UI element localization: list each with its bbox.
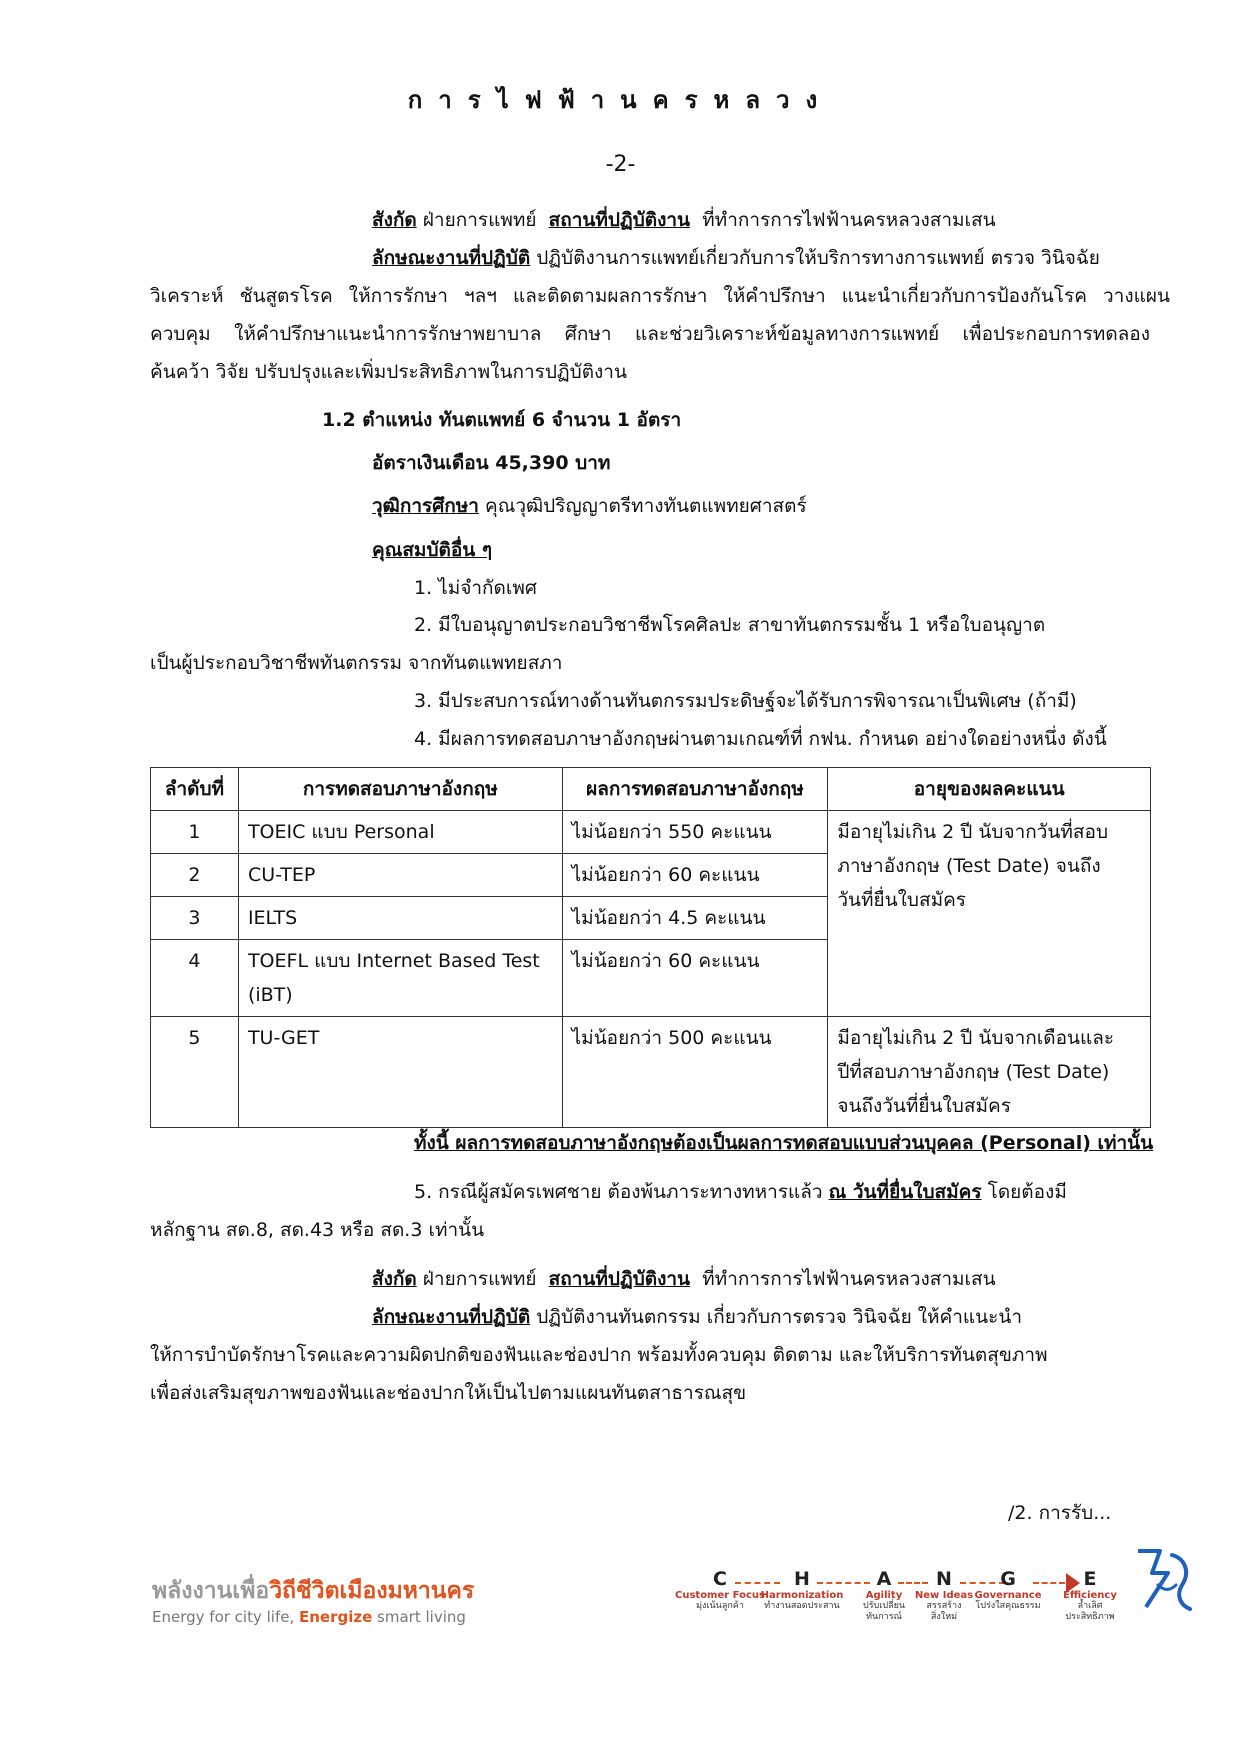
change-th: โปร่งใสคุณธรรม xyxy=(975,1601,1041,1611)
table-row xyxy=(151,811,1151,854)
test-score: ไม่น้อยกว่า 4.5 คะแนน xyxy=(562,897,828,940)
test-name: TU-GET xyxy=(238,1017,562,1128)
section1-duty-line xyxy=(372,243,1100,273)
table-header: ผลการทดสอบภาษาอังกฤษ xyxy=(562,768,828,811)
table-row xyxy=(151,1017,1151,1128)
change-letter: N xyxy=(936,1568,952,1590)
qualifications-label: คุณสมบัติอื่น ๆ xyxy=(372,539,493,561)
change-en: Harmonization xyxy=(760,1590,844,1601)
affiliation-label: สังกัด xyxy=(372,209,417,231)
tagline-text: smart living xyxy=(372,1608,466,1626)
change-en: Customer Focus xyxy=(675,1590,765,1601)
qualification-4: 4. มีผลการทดสอบภาษาอังกฤษผ่านตามเกณฑ์ที่ กฟน. กำหนด อย่างใดอย่างหนึ่ง ดังนี้ xyxy=(414,728,1107,750)
qualification-2-cont: เป็นผู้ประกอบวิชาชีพทันตกรรม จากทันตแพทยสภา xyxy=(150,652,563,674)
duty-label: ลักษณะงานที่ปฏิบัติ xyxy=(372,1306,531,1328)
place-label: สถานที่ปฏิบัติงาน xyxy=(548,1268,691,1290)
affiliation-label: สังกัด xyxy=(372,1268,417,1290)
section2-duty-text: ให้การบำบัดรักษาโรคและความผิดปกติของฟันและช่องปาก พร้อมทั้งควบคุม ติดตาม และให้บริการทันตสุขภาพ xyxy=(150,1344,1048,1366)
change-en: Agility xyxy=(865,1590,903,1601)
place-value: ที่ทำการการไฟฟ้านครหลวงสามเสน xyxy=(702,1268,996,1290)
tagline-highlight: Energize xyxy=(299,1608,373,1626)
mea-logo-icon xyxy=(1128,1545,1198,1617)
change-en: Governance xyxy=(974,1590,1042,1601)
duty-text: ปฏิบัติงานทันตกรรม เกี่ยวกับการตรวจ วินิจฉัย ให้คำแนะนำ xyxy=(536,1306,1023,1328)
change-th: สรรสร้าง xyxy=(926,1601,962,1611)
validity-line: วันที่ยื่นใบสมัคร xyxy=(837,889,967,911)
test-score: ไม่น้อยกว่า 550 คะแนน xyxy=(562,811,828,854)
row-number: 3 xyxy=(151,897,239,940)
salary: อัตราเงินเดือน 45,390 บาท xyxy=(372,452,611,474)
continued-marker: /2. การรับ... xyxy=(1008,1502,1112,1524)
row-number: 1 xyxy=(151,811,239,854)
validity-line: ปีที่สอบภาษาอังกฤษ (Test Date) xyxy=(837,1061,1110,1083)
section1-duty-text: ควบคุม ให้คำปรึกษาแนะนำการรักษาพยาบาล ศึกษา และช่วยวิเคราะห์ข้อมูลทางการแพทย์ เพื่อประกอบการทดลอง xyxy=(150,323,1150,345)
change-th: ล้ำเลิศ xyxy=(1077,1601,1103,1611)
affiliation-value: ฝ่ายการแพทย์ xyxy=(422,1268,537,1290)
row-number: 2 xyxy=(151,854,239,897)
validity-line: ภาษาอังกฤษ (Test Date) จนถึง xyxy=(837,855,1101,877)
education-value: คุณวุฒิปริญญาตรีทางทันตแพทยศาสตร์ xyxy=(485,495,807,517)
change-letter: E xyxy=(1083,1568,1097,1590)
section1-duty-text: ค้นคว้า วิจัย ปรับปรุงและเพิ่มประสิทธิภาพในการปฏิบัติงาน xyxy=(150,361,627,383)
change-letter: G xyxy=(1000,1568,1016,1590)
affiliation-value: ฝ่ายการแพทย์ xyxy=(422,209,537,231)
duty-label: ลักษณะงานที่ปฏิบัติ xyxy=(372,247,531,269)
table-header-row xyxy=(151,768,1151,811)
change-letter: C xyxy=(713,1568,727,1590)
table-header: ลำดับที่ xyxy=(151,768,239,811)
education-line xyxy=(372,491,807,521)
footer-slogan xyxy=(152,1573,474,1609)
test-name: IELTS xyxy=(238,897,562,940)
position-heading: 1.2 ตำแหน่ง ทันตแพทย์ 6 จำนวน 1 อัตรา xyxy=(322,409,682,431)
test-name xyxy=(238,940,562,1017)
table-header: การทดสอบภาษาอังกฤษ xyxy=(238,768,562,811)
test-score: ไม่น้อยกว่า 60 คะแนน xyxy=(562,854,828,897)
qualification-5-cont: หลักฐาน สด.8, สด.43 หรือ สด.3 เท่านั้น xyxy=(150,1219,485,1241)
duty-text: ปฏิบัติงานการแพทย์เกี่ยวกับการให้บริการทางการแพทย์ ตรวจ วินิจฉัย xyxy=(536,247,1100,269)
section2-duty-text: เพื่อส่งเสริมสุขภาพของฟันและช่องปากให้เป็นไปตามแผนทันตสาธารณสุข xyxy=(150,1382,747,1404)
section1-affiliation-line xyxy=(372,205,996,235)
validity-line: จนถึงวันที่ยื่นใบสมัคร xyxy=(837,1095,1011,1117)
qualification-3: 3. มีประสบการณ์ทางด้านทันตกรรมประดิษฐ์จะได้รับการพิจารณาเป็นพิเศษ (ถ้ามี) xyxy=(414,690,1077,712)
test-name: TOEIC แบบ Personal xyxy=(238,811,562,854)
change-th: ทันการณ์ xyxy=(866,1612,902,1622)
footer-tagline xyxy=(152,1608,466,1626)
validity-line: มีอายุไม่เกิน 2 ปี นับจากเดือนและ xyxy=(837,1027,1115,1049)
section1-duty-text: วิเคราะห์ ชันสูตรโรค ให้การรักษา ฯลฯ และติดตามผลการรักษา ให้คำปรึกษา แนะนำเกี่ยวกับการป้องกันโรค วางแผน xyxy=(150,285,1170,307)
change-th: ประสิทธิภาพ xyxy=(1065,1612,1115,1622)
change-th: มุ่งเน้นลูกค้า xyxy=(696,1601,744,1611)
organization-title: การไฟฟ้านครหลวง xyxy=(407,86,834,114)
test-name-line: TOEFL แบบ Internet Based Test xyxy=(247,950,540,972)
change-value-e xyxy=(1040,1568,1140,1623)
score-validity xyxy=(828,1017,1151,1128)
qualification-5 xyxy=(414,1177,1067,1207)
validity-line: มีอายุไม่เกิน 2 ปี นับจากวันที่สอบ xyxy=(837,821,1109,843)
score-validity xyxy=(828,811,1151,1017)
test-name: CU-TEP xyxy=(238,854,562,897)
test-score: ไม่น้อยกว่า 60 คะแนน xyxy=(562,940,828,1017)
change-th: ทำงานสอดประสาน xyxy=(764,1601,840,1611)
row-number: 5 xyxy=(151,1017,239,1128)
slogan-grey: พลังงานเพื่อ xyxy=(152,1578,270,1604)
slogan-orange: วิถีชีวิตเมืองมหานคร xyxy=(269,1578,475,1604)
test-score: ไม่น้อยกว่า 500 คะแนน xyxy=(562,1017,828,1128)
change-th: ปรับเปลี่ยน xyxy=(863,1601,905,1611)
q5-emphasis: ณ วันที่ยื่นใบสมัคร xyxy=(828,1181,982,1203)
page-number: -2- xyxy=(605,152,636,177)
section2-affiliation-line xyxy=(372,1264,996,1294)
test-name-line: (iBT) xyxy=(247,984,293,1006)
qualification-2: 2. มีใบอนุญาตประกอบวิชาชีพโรคศิลปะ สาขาทันตกรรมชั้น 1 หรือใบอนุญาต xyxy=(414,614,1046,636)
english-test-table xyxy=(150,767,1151,1128)
change-en: New Ideas xyxy=(914,1590,974,1601)
qualification-1: 1. ไม่จำกัดเพศ xyxy=(414,577,537,599)
table-header: อายุของผลคะแนน xyxy=(828,768,1151,811)
education-label: วุฒิการศึกษา xyxy=(372,495,479,517)
place-value: ที่ทำการการไฟฟ้านครหลวงสามเสน xyxy=(702,209,996,231)
tagline-text: Energy for city life, xyxy=(152,1608,299,1626)
change-letter: A xyxy=(876,1568,892,1590)
row-number: 4 xyxy=(151,940,239,1017)
personal-test-note: ทั้งนี้ ผลการทดสอบภาษาอังกฤษต้องเป็นผลการทดสอบแบบส่วนบุคคล (Personal) เท่านั้น xyxy=(414,1132,1154,1154)
section2-duty-line xyxy=(372,1302,1022,1332)
place-label: สถานที่ปฏิบัติงาน xyxy=(548,209,691,231)
q5-text: 5. กรณีผู้สมัครเพศชาย ต้องพ้นภาระทางทหารแล้ว xyxy=(414,1181,823,1203)
change-en: Efficiency xyxy=(1063,1590,1117,1601)
q5-text: โดยต้องมี xyxy=(987,1181,1067,1203)
change-th: สิ่งใหม่ xyxy=(930,1612,958,1622)
change-letter: H xyxy=(794,1568,810,1590)
